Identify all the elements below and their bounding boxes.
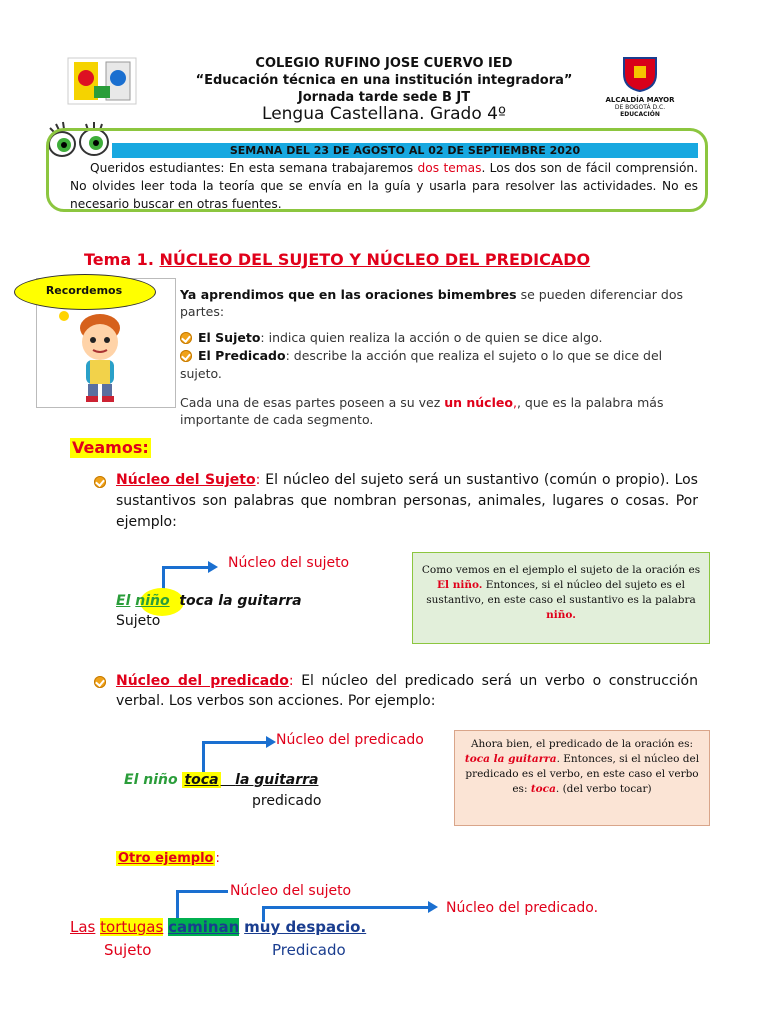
ex-subject: El niño [124,772,178,788]
subject-nucleus-label: Núcleo del Sujeto [116,472,256,488]
subject-nucleus-text: El núcleo del sujeto será un sustantivo (común o propio). Los sustantivos son palabras que nombran personas, animales, lugares o cosas. Por ejemplo: [116,472,698,530]
predicate-text: : describe la acción que realiza el sujeto o lo que se dice del sujeto. [180,348,663,381]
logo-text-1: ALCALDÍA MAYOR [605,96,675,104]
bullet-icon [94,476,106,488]
subject-nucleus-arrow-label: Núcleo del sujeto [228,555,350,571]
box-a: Ahora bien, el predicado de la oración es: [470,738,694,750]
notice-text [70,159,698,213]
p3-highlight: un núcleo [444,395,513,410]
recall-bubble-text: Recordemos [45,284,123,297]
word-tortugas: tortugas [100,918,164,936]
notice-text-a: Queridos estudiantes: En esta semana trabajaremos [90,161,418,175]
other-example-label: Otro ejemplo [118,851,214,866]
topic-prefix: Tema 1. [84,250,160,269]
predicate-definition [180,347,698,383]
box-c: Entonces, si el núcleo del sujeto es el sustantivo, en este caso el sustantivo es la palabra [426,579,696,606]
subject-example-label: Sujeto [116,613,161,629]
bullet-icon [180,332,192,344]
school-name: COLEGIO RUFINO JOSE CUERVO IED [255,56,513,71]
recall-bold: Ya aprendimos que en las oraciones bimembres [180,287,517,302]
subject-nucleus-paragraph [116,470,698,533]
week-banner: SEMANA DEL 23 DE AGOSTO AL 02 DE SEPTIEMBRE 2020 [112,143,698,158]
notice-highlight: dos temas [417,161,482,175]
arrow-horizontal [162,566,210,569]
arrow-head-icon [208,561,218,573]
notice-text-c: . Los dos son de fácil comprensión. No olvides leer toda la teoría que se envía en la guía y usarla para resolver las actividades. No es necesario buscar en otras fuentes. [70,161,698,211]
box-a: Como vemos en el ejemplo el sujeto de la oración es [421,564,701,576]
p3-a: Cada una de esas partes poseen a su vez [180,395,445,410]
subject-nucleus-label-2: Núcleo del sujeto [230,883,352,899]
predicate-nucleus-label-2: Núcleo del predicado. [446,900,599,916]
ex-nino: niño [135,593,170,609]
veamos-heading: Veamos: [72,438,149,457]
box-d: toca [530,783,556,795]
p3-comma: , [512,395,517,410]
word-despacio: muy despacio. [244,918,367,936]
colon: : [215,851,220,866]
recall-paragraph-3 [180,394,698,428]
arrow-head-icon [266,736,276,748]
subject-definition [198,329,698,346]
logo-text-3: EDUCACIÓN [620,111,660,118]
box-e: . (del verbo tocar) [555,783,652,795]
predicate-example-label: predicado [252,793,322,809]
topic-name: NÚCLEO DEL SUJETO Y NÚCLEO DEL PREDICADO [159,250,591,269]
box-c: . Entonces, si el núcleo del predicado es el verbo, en este caso el verbo es: [465,753,700,795]
box-d: niño. [546,609,576,621]
recall-rest: se pueden diferenciar dos partes: [180,287,684,319]
predicate-nucleus-label: Núcleo del predicado [116,673,289,689]
arrow-vertical [176,890,179,920]
logo-text-2: DE BOGOTÁ D.C. [614,104,666,111]
school-shift: Jornada tarde sede B JT [297,90,471,105]
other-example-sentence [70,918,366,936]
word-caminan: caminan [168,918,240,936]
other-example-subject-label: Sujeto [104,941,152,959]
arrow-head-icon [428,901,438,913]
predicate-explanation-box [454,730,710,826]
boy-illustration [56,308,142,408]
subject-example-sentence [116,593,302,609]
word-las: Las [70,918,96,936]
ex-el: El [116,593,131,609]
colon: : [255,472,261,488]
arrow-horizontal [262,906,430,909]
subject-text: : indica quien realiza la acción o de quien se dice algo. [260,330,603,345]
colon: : [288,673,294,689]
ex-rest: la guitarra [235,772,319,788]
ex-toca: toca [184,772,219,788]
recall-paragraph-1 [180,286,697,320]
subject-explanation-box [412,552,710,644]
subject-title: Lengua Castellana. Grado 4º [262,104,506,124]
box-b: El niño. [437,579,483,591]
bullet-icon [94,676,106,688]
school-motto: “Educación técnica en una institución integradora” [195,73,573,88]
subject-label: El Sujeto [198,330,261,345]
arrow-horizontal [202,741,268,744]
arrow-vertical [202,741,205,773]
p3-c: , que es la palabra más importante de cada segmento. [180,395,664,427]
predicate-nucleus-text: El núcleo del predicado será un verbo o construcción verbal. Los verbos son acciones. Por ejemplo: [116,673,698,709]
ex-rest: toca la guitarra [179,593,302,609]
predicate-label: El Predicado [198,348,286,363]
predicate-example-sentence [124,772,318,788]
topic-title [84,250,590,269]
other-example-predicate-label: Predicado [272,941,346,959]
predicate-nucleus-paragraph [116,671,698,711]
box-b: toca la guitarra [464,753,557,765]
arrow-horizontal [176,890,228,893]
predicate-nucleus-arrow-label: Núcleo del predicado [276,732,424,748]
other-example-heading [116,851,220,866]
